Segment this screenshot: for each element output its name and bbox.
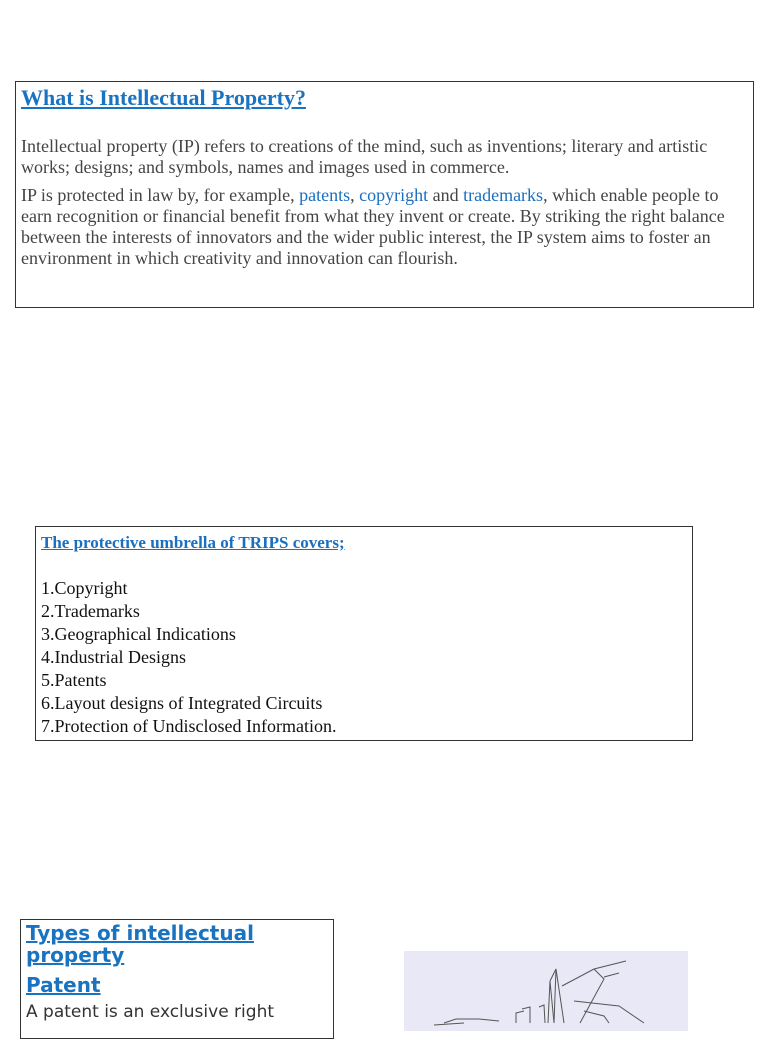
ip-para2-end: , which enable people to earn recognition or financial benefit from what they invent or create. By striking the right balance between the interests of innovators and the wider public interest, the IP system aims to foster an environment in which creativity and innovation can flourish.: [21, 185, 725, 268]
list-item: 3.Geographical Indications: [41, 624, 236, 644]
list-item: 6.Layout designs of Integrated Circuits: [41, 693, 323, 713]
patent-subheading[interactable]: Patent: [26, 973, 101, 997]
list-item: 1.Copyright: [41, 578, 128, 598]
copyright-link[interactable]: copyright: [359, 185, 429, 205]
ip-para2-start: IP is protected in law by, for example,: [21, 185, 300, 205]
ip-paragraph-2: [21, 185, 747, 269]
ip-title-link[interactable]: What is Intellectual Property?: [21, 85, 306, 110]
list-item: 2.Trademarks: [41, 601, 140, 621]
trips-list: [41, 577, 687, 738]
trips-box: [35, 526, 693, 741]
ip-paragraph-1: Intellectual property (IP) refers to creations of the mind, such as inventions; literary and artistic works; designs; and symbols, names and images used in commerce.: [21, 136, 708, 177]
types-heading[interactable]: Types of intellectual property: [26, 921, 254, 967]
sketch-svg: [404, 951, 688, 1031]
trademarks-link[interactable]: trademarks: [463, 185, 544, 205]
sketch-drawing-image: [404, 951, 688, 1031]
intellectual-property-box: [15, 81, 754, 308]
ip-title: [21, 84, 747, 112]
list-item: 7.Protection of Undisclosed Information.: [41, 716, 337, 736]
types-of-ip-box: [20, 919, 334, 1039]
ip-and: and: [428, 185, 464, 205]
trips-heading: The protective umbrella of TRIPS covers;: [41, 533, 345, 552]
patents-link[interactable]: patents: [299, 185, 351, 205]
list-item: 4.Industrial Designs: [41, 647, 186, 667]
list-item: 5.Patents: [41, 670, 107, 690]
ip-comma: ,: [350, 185, 360, 205]
patent-text: A patent is an exclusive right: [26, 1002, 275, 1022]
